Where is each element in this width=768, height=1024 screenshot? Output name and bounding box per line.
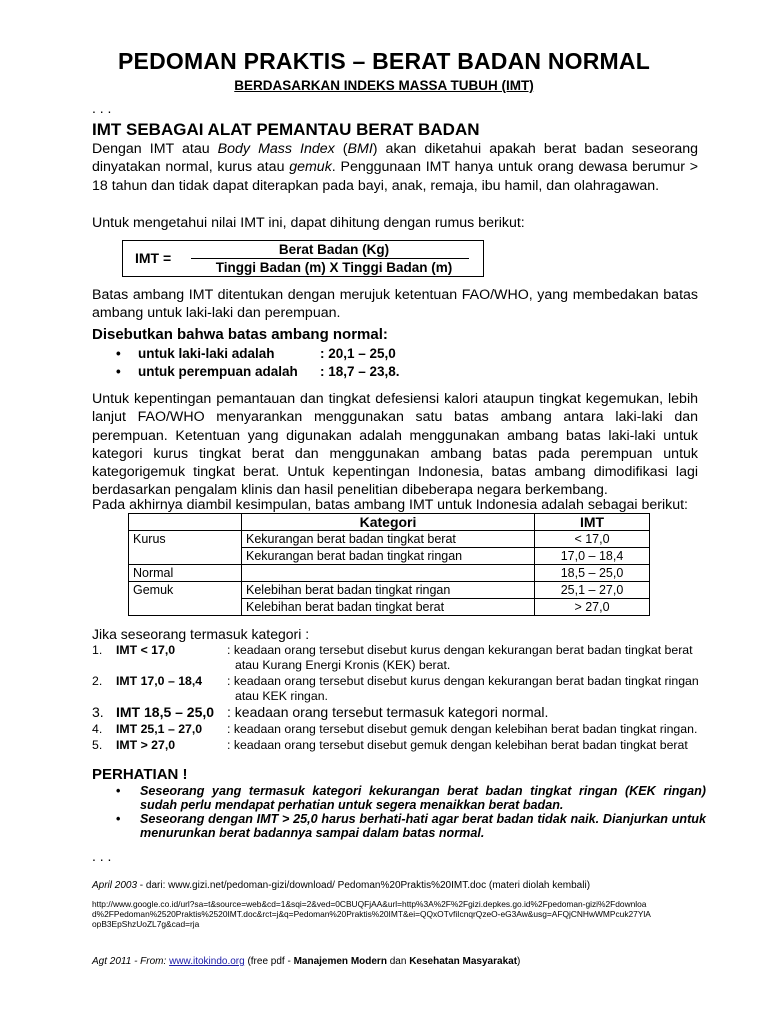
table-header-kategori: Kategori (242, 514, 535, 531)
source-url: http://www.google.co.id/url?sa=t&source=web&cd=1&sqi=2&ved=0CBUQFjAA&url=http%3A%2F%2Fgizi.depkes.go.id%2Fpedoman-gizi%2Fdownload%2FPedoman%2520Praktis%2520IMT.doc&rct=j&q=Pedoman%20Praktis%20IMT&ei=QQxOTvfiIcnqrQzeO-eG3Aw&usg=AFQjCNHwWMPcuk27YlAopB3EpShzUoZL7g&cad=rja (92, 899, 651, 929)
table-row: Kurus Kekurangan berat badan tingkat berat < 17,0 (129, 531, 650, 548)
source-note: April 2003 - dari: www.gizi.net/pedoman-gizi/download/ Pedoman%20Praktis%20IMT.doc (materi diolah kembali) (92, 880, 591, 891)
ellipsis-bottom: . . . (92, 848, 112, 864)
formula-numerator: Berat Badan (Kg) (278, 242, 390, 257)
footer-note: Agt 2011 - From: www.itokindo.org (free pdf - Manajemen Modern dan Kesehatan Masyarakat) (92, 956, 521, 967)
threshold-paragraph: Batas ambang IMT ditentukan dengan merujuk ketentuan FAO/WHO, yang membedakan batas ambang untuk laki-laki dan perempuan. (92, 287, 698, 322)
fraction-line (191, 258, 469, 259)
page-title: PEDOMAN PRAKTIS – BERAT BADAN NORMAL (118, 48, 650, 74)
formula-intro: Untuk mengetahui nilai IMT ini, dapat dihitung dengan rumus berikut: (92, 215, 525, 231)
formula-lhs: IMT = (135, 250, 172, 266)
table-row: Normal 18,5 – 25,0 (129, 565, 650, 582)
list-item: 1. IMT < 17,0 : keadaan orang tersebut disebut kurus dengan kekurangan berat badan tingkat berat atau Kurang Energi Kronis (KEK) berat. (92, 643, 693, 672)
table-header-empty (129, 514, 242, 531)
imt-formula-box (122, 240, 484, 277)
conclusion-paragraph: Pada akhirnya diambil kesimpulan, batas ambang IMT untuk Indonesia adalah sebagai berikut: (92, 497, 688, 513)
itokindo-link[interactable]: www.itokindo.org (169, 956, 245, 967)
normal-threshold-heading: Disebutkan bahwa batas ambang normal: (92, 326, 388, 343)
bullet: • (116, 784, 121, 798)
category-intro: Jika seseorang termasuk kategori : (92, 626, 310, 642)
bullet: • (116, 364, 121, 379)
list-item: 5. IMT > 27,0 : keadaan orang tersebut disebut gemuk dengan kelebihan berat badan tingkat berat (92, 738, 688, 752)
table-header-row (129, 514, 650, 531)
bullet: • (116, 812, 121, 826)
bullet: • (116, 346, 121, 361)
imt-category-table (128, 513, 650, 616)
gemuk-term: gemuk (289, 159, 332, 176)
table-row: Gemuk Kelebihan berat badan tingkat ringan 25,1 – 27,0 (129, 582, 650, 599)
list-item: 2. IMT 17,0 – 18,4 : keadaan orang tersebut disebut kurus dengan kekurangan berat badan tingkat ringan atau KEK ringan. (92, 674, 699, 703)
table-row: Kelebihan berat badan tingkat berat > 27,0 (129, 599, 650, 616)
bmi-term: Body Mass Index (217, 141, 335, 157)
criteria-female: • untuk perempuan adalah : 18,7 – 23,8. (116, 364, 400, 379)
intro-paragraph: Dengan IMT atau Body Mass Index (BMI) akan diketahui apakah berat badan seseorang dinyatakan normal, kurus atau gemuk. Penggunaan IMT hanya untuk orang dewasa berumur > 18 tahun dan tidak dapat diterapkan pada bayi, anak, remaja, ibu hamil, dan olahragawan. (92, 141, 698, 194)
list-item: • Seseorang yang termasuk kategori kekurangan berat badan tingkat ringan (KEK ringan) sudah perlu mendapat perhatian untuk segera menaikkan berat badan. (116, 784, 706, 812)
list-item: • Seseorang dengan IMT > 25,0 harus berhati-hati agar berat badan tidak naik. Dianjurkan untuk menurunkan berat badannya sampai dalam batas normal. (116, 812, 706, 840)
perhatian-heading: PERHATIAN ! (92, 766, 188, 783)
criteria-male: • untuk laki-laki adalah : 20,1 – 25,0 (116, 346, 396, 361)
bmi-abbr: BMI (347, 141, 373, 157)
formula-denominator: Tinggi Badan (m) X Tinggi Badan (m) (215, 260, 453, 275)
ellipsis-top: . . . (92, 100, 112, 116)
fao-who-paragraph: Untuk kepentingan pemantauan dan tingkat defesiensi kalori ataupun tingkat kegemukan, lebih lanjut FAO/WHO menyarankan menggunakan satu batas ambang antara laki-laki dan perempuan. Ketentuan yang digunakan adalah menggunakan ambang batas laki-laki untuk kategori kurus tingkat berat dan menggunakan ambang batas pada perempuan untuk kategorigemuk tingkat berat. Untuk kepentingan Indonesia, batas ambang dimodifikasi lagi berdasarkan pengalam klinis dan hasil penelitian dibeberapa negara berkembang. (92, 391, 698, 499)
section-heading-imt: IMT SEBAGAI ALAT PEMANTAU BERAT BADAN (92, 120, 480, 139)
table-row: Kekurangan berat badan tingkat ringan 17,0 – 18,4 (129, 548, 650, 565)
list-item: 3. IMT 18,5 – 25,0 : keadaan orang tersebut termasuk kategori normal. (92, 704, 549, 720)
table-header-imt: IMT (535, 514, 650, 531)
list-item: 4. IMT 25,1 – 27,0 : keadaan orang tersebut disebut gemuk dengan kelebihan berat badan tingkat ringan. (92, 722, 698, 736)
page-subtitle: BERDASARKAN INDEKS MASSA TUBUH (IMT) (234, 78, 534, 93)
